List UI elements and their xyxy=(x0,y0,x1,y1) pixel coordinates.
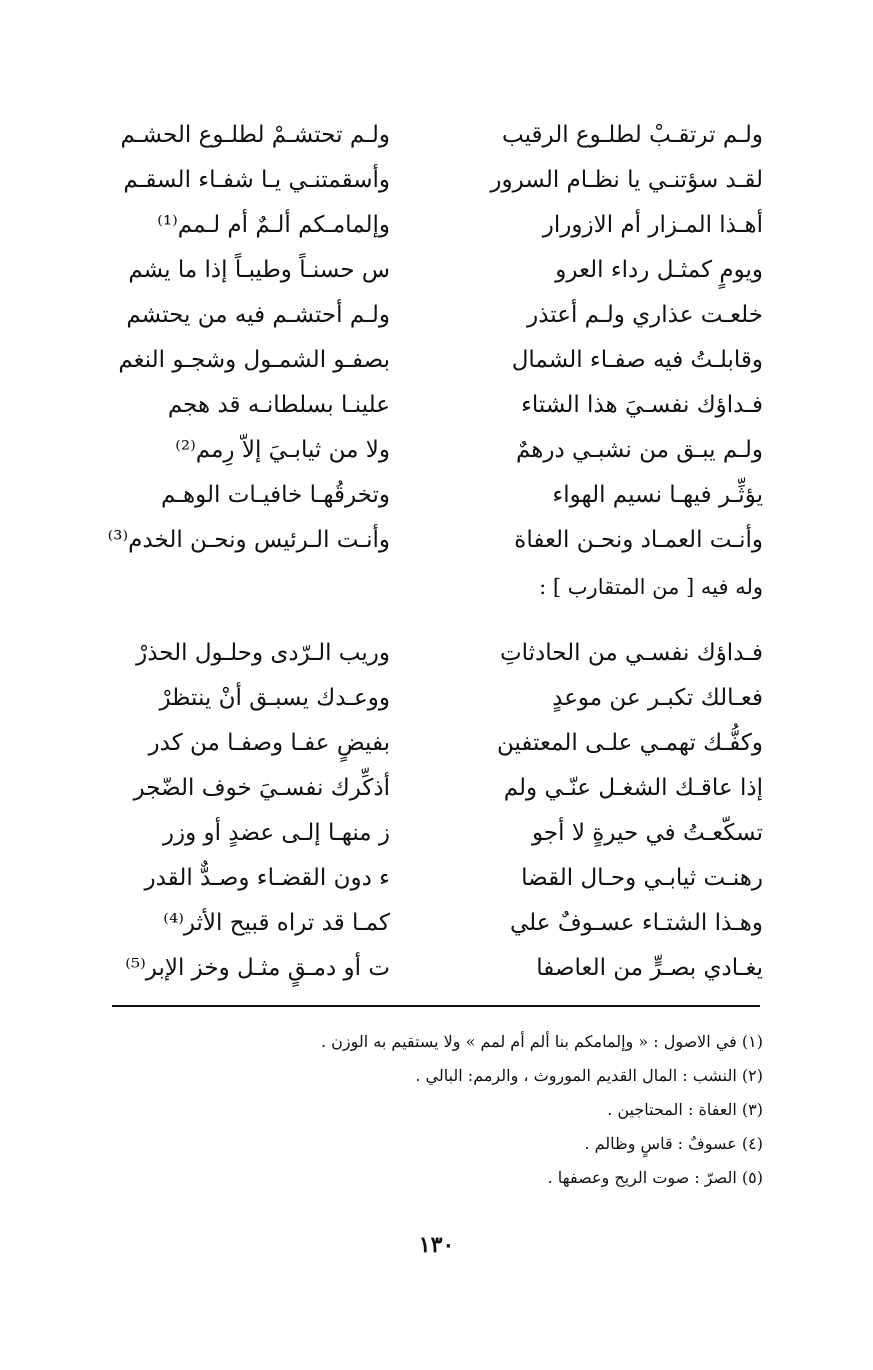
first-hemistich: خلعـت عذاري ولـم أعتذر xyxy=(527,301,763,328)
second-hemistich: ء دون القضـاء وصـدٌّ القدر xyxy=(144,864,390,891)
first-hemistich: ولـم ترتقـبْ لطلـوع الرقيب xyxy=(502,121,763,148)
first-hemistich: رهنـت ثيابـي وحـال القضا xyxy=(521,864,763,891)
second-hemistich: وريب الـرّدى وحلـول الحذرْ xyxy=(136,639,390,666)
second-hemistich: وأسقمتنـي يـا شفـاء السقـم xyxy=(123,166,390,193)
second-hemistich: وأنـت الـرئيس ونحـن الخدم⁽³⁾ xyxy=(107,526,390,553)
verse xyxy=(90,630,763,675)
first-hemistich: ولـم يبـق من نشبـي درهمٌ xyxy=(515,436,763,463)
verse xyxy=(90,337,763,382)
second-hemistich: كمـا قد تراه قبيح الأثر⁽⁴⁾ xyxy=(163,909,390,936)
first-hemistich: إذا عاقـك الشغـل عنّـي ولم xyxy=(503,774,763,801)
first-hemistich: ويومٍ كمثـل رداء العرو xyxy=(555,256,763,283)
verse xyxy=(90,675,763,720)
second-hemistich: ولـم أحتشـم فيه من يحتشم xyxy=(126,301,390,328)
first-hemistich: لقـد سؤتنـي يا نظـام السرور xyxy=(490,166,763,193)
footnote: (٤) عسوفٌ : قاسٍ وظالم . xyxy=(584,1134,763,1153)
second-hemistich: وإلمامـكم ألـمٌ أم لـمم⁽¹⁾ xyxy=(157,211,390,238)
first-hemistich: وأنـت العمـاد ونحـن العفاة xyxy=(514,526,763,553)
second-hemistich: بصفـو الشمـول وشجـو النغم xyxy=(118,346,390,373)
verse xyxy=(90,427,763,472)
verse xyxy=(90,765,763,810)
verse xyxy=(90,157,763,202)
poem-section-2 xyxy=(90,630,763,990)
footnote: (٢) النشب : المال القديم الموروث ، والرمم: البالي . xyxy=(415,1066,763,1085)
page-number: ١٣٠ xyxy=(418,1232,455,1258)
footnote: (٥) الصرّ : صوت الريح وعصفها . xyxy=(547,1168,763,1187)
second-hemistich: علينـا بسلطانـه قد هجم xyxy=(167,391,390,418)
footnote: (٣) العفاة : المحتاجين . xyxy=(607,1100,763,1119)
first-hemistich: يؤثِّـر فيهـا نسيم الهواء xyxy=(552,481,763,508)
verse xyxy=(90,472,763,517)
second-hemistich: ز منهـا إلـى عضدٍ أو وزر xyxy=(162,819,390,846)
verse xyxy=(90,292,763,337)
second-hemistich: س حسنـاً وطيبـاً إذا ما يشم xyxy=(128,256,390,283)
verse xyxy=(90,517,763,562)
footnote: (١) في الاصول : « وإلمامكم بنا ألم أم لمم » ولا يستقيم به الوزن . xyxy=(320,1032,763,1051)
first-hemistich: يغـادي بصـرٍّ من العاصفا xyxy=(536,954,763,981)
second-hemistich: بفيضٍ عفـا وصفـا من كدر xyxy=(148,729,390,756)
second-hemistich: أذكِّرك نفسـيَ خوف الضّجر xyxy=(133,774,390,801)
footnotes xyxy=(100,1025,763,1195)
first-hemistich: وهـذا الشتـاء عسـوفٌ علي xyxy=(510,909,763,936)
second-hemistich: ولـم تحتشـمْ لطلـوع الحشـم xyxy=(120,121,390,148)
first-hemistich: وقابلـتُ فيه صفـاء الشمال xyxy=(511,346,763,373)
verse xyxy=(90,382,763,427)
first-hemistich: أهـذا المـزار أم الازورار xyxy=(542,211,763,238)
second-hemistich: ووعـدك يسبـق أنْ ينتظرْ xyxy=(159,684,390,711)
first-hemistich: تسكّعـتُ في حيرةٍ لا أجو xyxy=(532,819,763,846)
poem-section-1 xyxy=(90,112,763,562)
second-hemistich: ولا من ثيابـيَ إلاّ رِمم⁽²⁾ xyxy=(175,436,390,463)
verse xyxy=(90,112,763,157)
second-hemistich: ت أو دمـقٍ مثـل وخز الإبر⁽⁵⁾ xyxy=(125,954,390,981)
first-hemistich: فعـالك تكبـر عن موعدٍ xyxy=(552,684,763,711)
verse xyxy=(90,720,763,765)
verse xyxy=(90,202,763,247)
first-hemistich: فـداؤك نفسـيَ هذا الشتاء xyxy=(521,391,763,418)
first-hemistich: وكفُّـك تهمـي علـى المعتفين xyxy=(496,729,763,756)
verse xyxy=(90,900,763,945)
first-hemistich: فـداؤك نفسـي من الحادثاتِ xyxy=(499,639,763,666)
second-hemistich: وتخرقُهـا خافيـات الوهـم xyxy=(160,481,390,508)
footnote-divider xyxy=(112,1005,760,1007)
poem-intro-heading: وله فيه [ من المتقارب ] : xyxy=(539,575,763,599)
verse xyxy=(90,247,763,292)
verse xyxy=(90,855,763,900)
verse xyxy=(90,945,763,990)
verse xyxy=(90,810,763,855)
